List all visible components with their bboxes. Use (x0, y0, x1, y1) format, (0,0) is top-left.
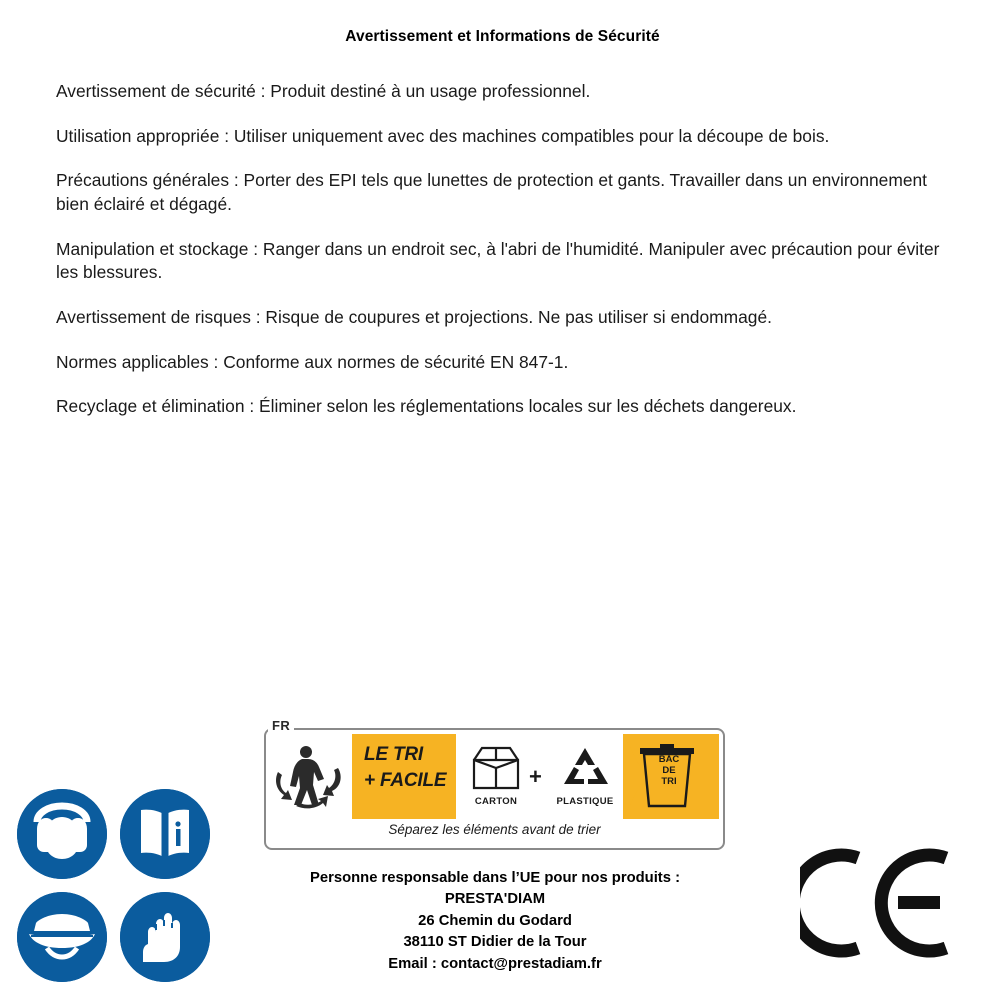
heading-ue: UE (519, 870, 541, 886)
bin-label-line1: BAC (658, 754, 680, 765)
responsible-person-block (215, 868, 775, 975)
paragraph-handling-storage: Manipulation et stockage : Ranger dans un endroit sec, à l'abri de l'humidité. Manipuler avec précaution pour éviter les blessures. (56, 238, 940, 283)
paragraph-safety-warning: Avertissement de sécurité : Produit destiné à un usage professionnel. (56, 81, 591, 101)
paragraph-general-precautions: Précautions générales : Porter des EPI tels que lunettes de protection et gants. Travailler dans un environnement bien éclairé et dégagé. (56, 170, 928, 215)
address-line-1: 26 Chemin du Godard (418, 912, 572, 929)
safety-text-block (56, 46, 949, 419)
country-code-label: FR (268, 718, 294, 733)
plastique-recycle-icon (556, 742, 614, 794)
plus-sign: + (529, 764, 542, 789)
paragraph-applicable-standards: Normes applicables : Conforme aux normes de sécurité EN 847-1. (56, 351, 569, 372)
paragraph-recycling-disposal: Recyclage et élimination : Éliminer selon les réglementations locales sur les déchets dangereux. (56, 396, 797, 417)
company-name: PRESTA'DIAM (444, 891, 546, 908)
triman-symbol-icon (272, 738, 348, 816)
page-title: Avertissement et Informations de Sécurité (345, 28, 660, 45)
hand-protection-icon (120, 892, 210, 982)
heading-suffix: pour nos produits : (540, 870, 680, 886)
bin-label (646, 754, 692, 788)
eye-protection-icon (17, 892, 107, 982)
read-instructions-icon (120, 789, 210, 879)
carton-icon (466, 742, 526, 794)
heading-prefix: Personne responsable dans l’ (310, 870, 520, 886)
bin-label-line3: TRI (661, 776, 677, 788)
triman-footer-text: Séparez les éléments avant de trier (388, 822, 601, 837)
ear-protection-icon (17, 789, 107, 879)
address-line-2: 38110 ST Didier de la Tour (403, 934, 587, 951)
plastique-caption: PLASTIQUE (556, 796, 614, 807)
paragraph-risk-warning: Avertissement de risques : Risque de coupures et projections. Ne pas utiliser si endommagé. (56, 307, 772, 328)
email-line: Email : contact@prestadiam.fr (388, 955, 602, 972)
triman-label-content (266, 730, 723, 848)
bin-label-line2: DE (662, 765, 676, 777)
footer-area (0, 700, 1005, 1005)
triman-recycling-label (264, 718, 727, 853)
responsible-person-heading (215, 868, 775, 889)
triman-headline-line2: + FACILE (364, 769, 447, 791)
carton-caption: CARTON (474, 796, 518, 807)
triman-headline-line1: LE TRI (364, 744, 423, 765)
triman-headline (364, 742, 456, 793)
mandatory-ppe-pictogram-group (17, 789, 213, 985)
paragraph-proper-use: Utilisation appropriée : Utiliser uniquement avec des machines compatibles pour la découpe de bois. (56, 125, 830, 146)
ce-marking-icon (800, 848, 950, 958)
